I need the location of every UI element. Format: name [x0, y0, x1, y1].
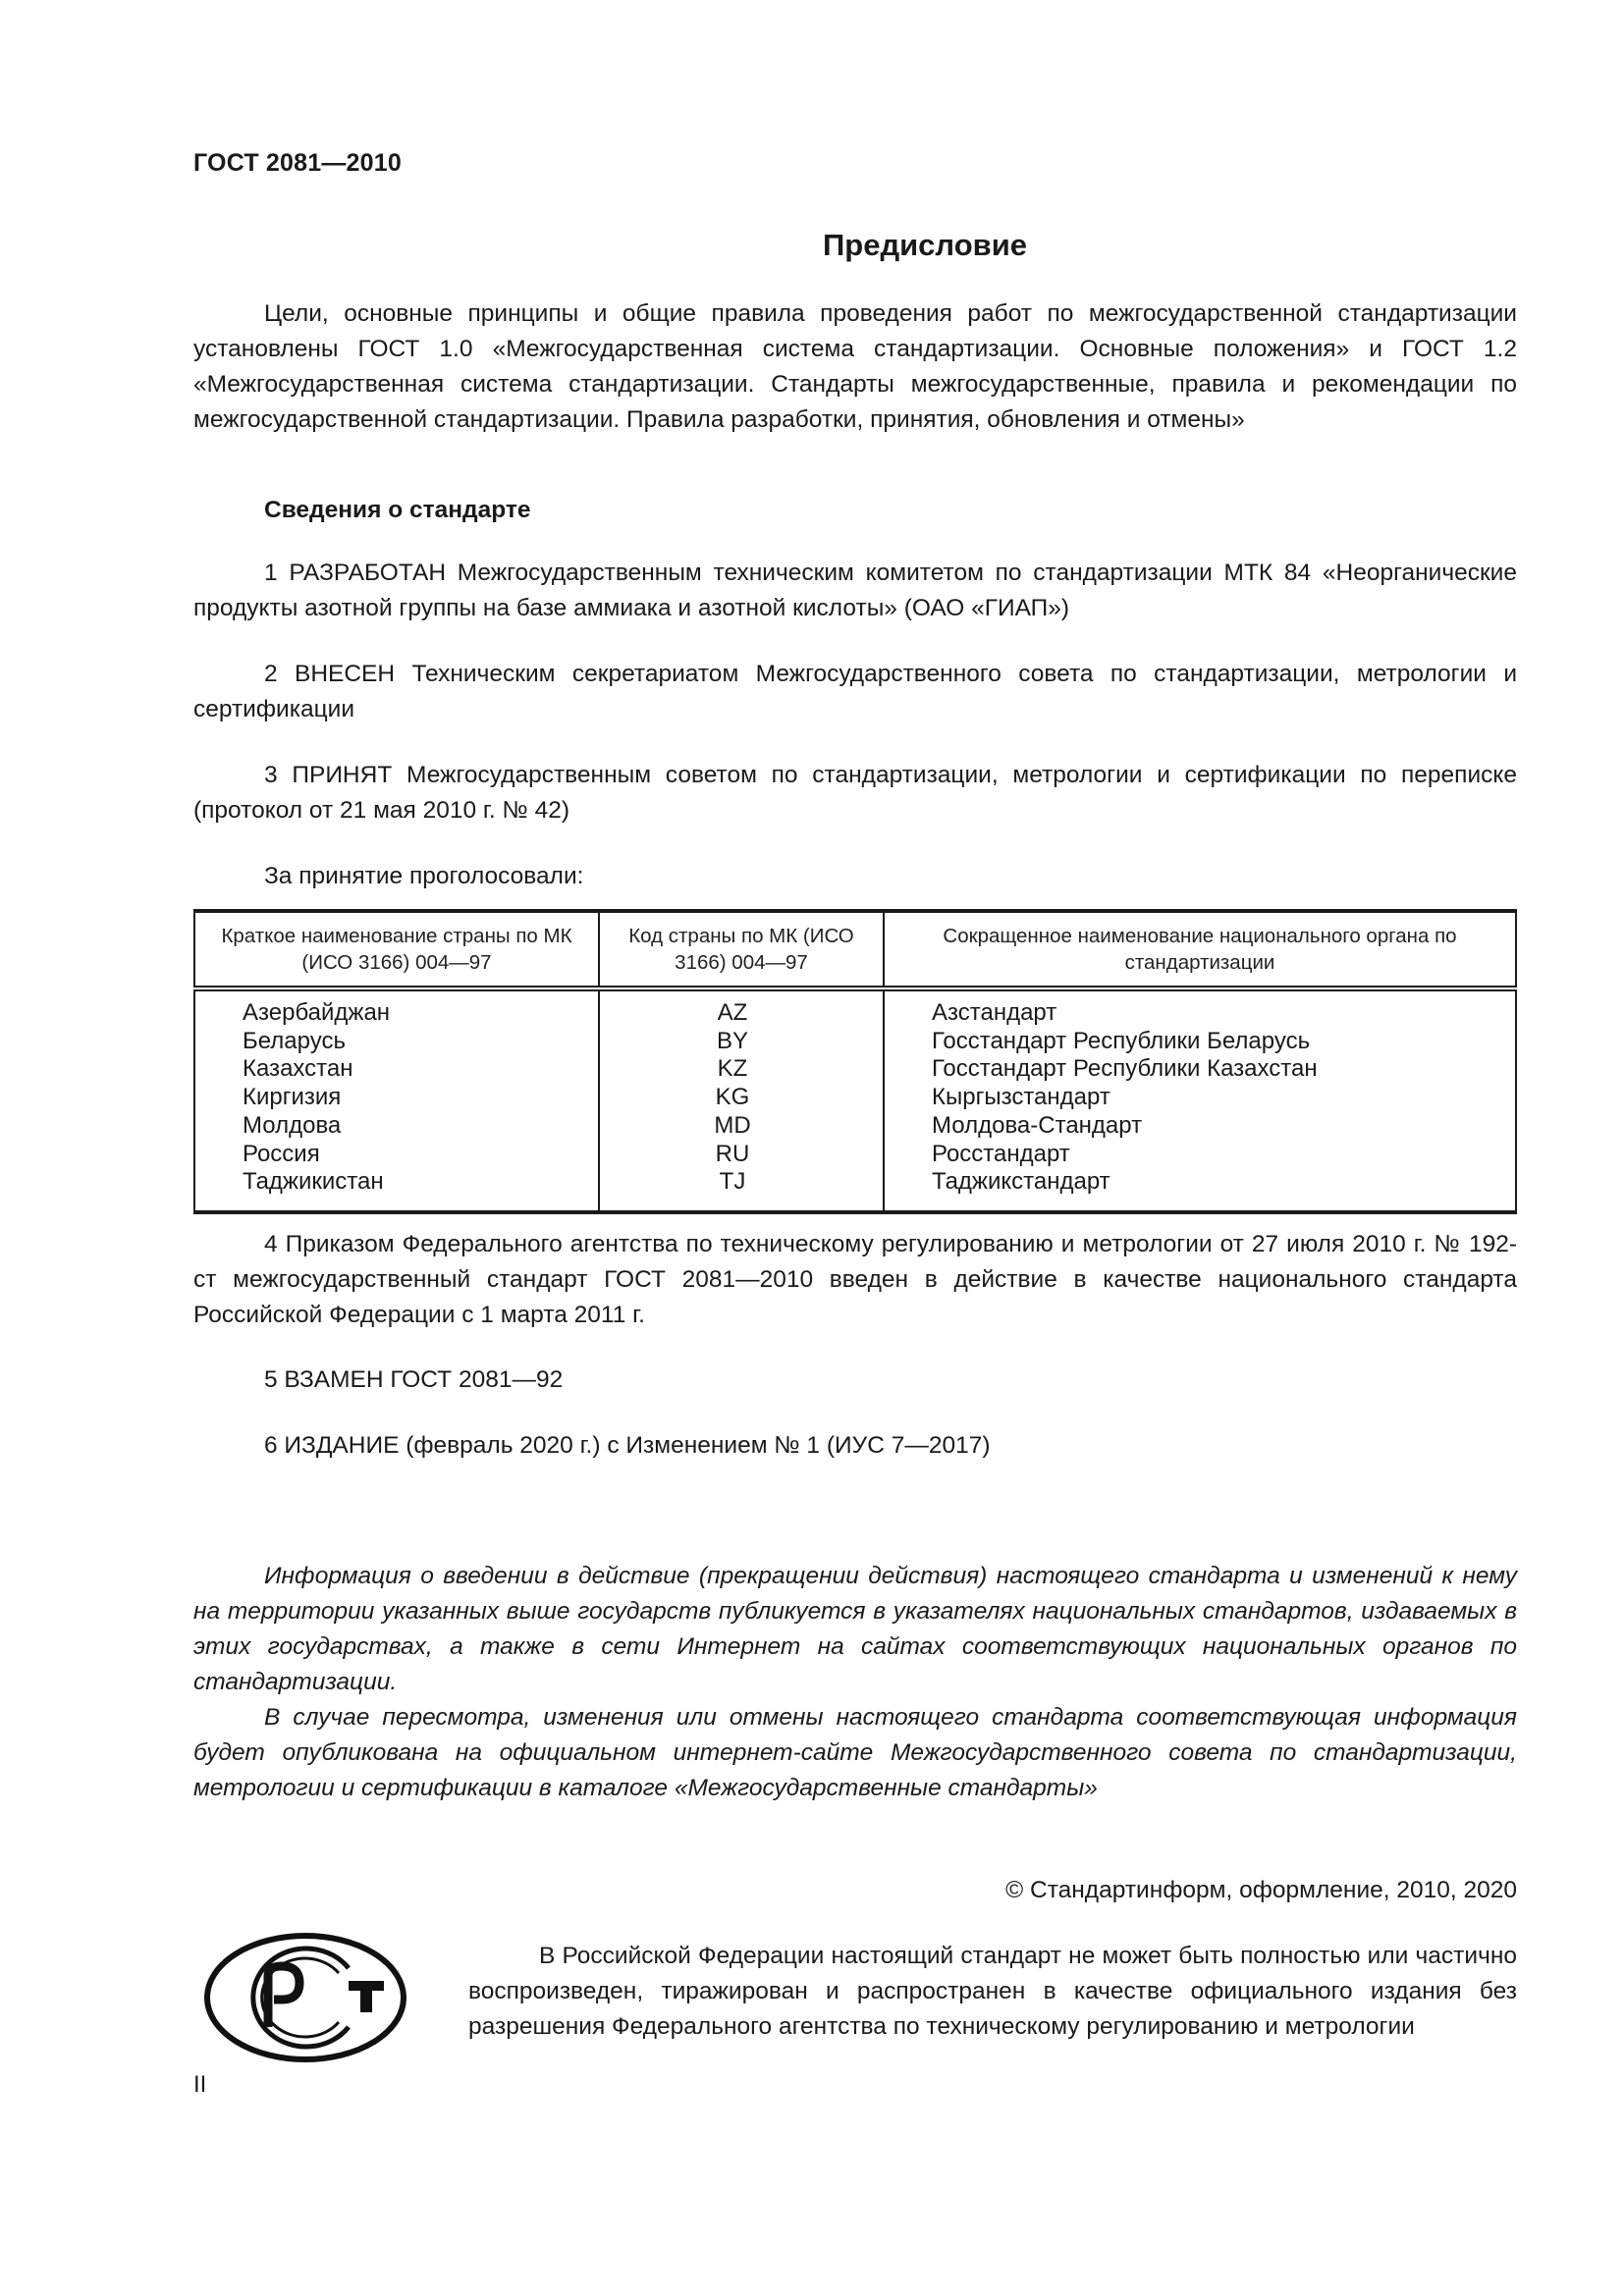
- section-heading: Сведения о стандарте: [264, 497, 531, 523]
- header-org: Сокращенное наименование национального органа по стандартизации: [884, 911, 1516, 988]
- voting-table: [193, 909, 1517, 1214]
- document-code-header: ГОСТ 2081—2010: [193, 149, 402, 177]
- table-cell-code: KG: [715, 1084, 750, 1111]
- copyright-line: © Стандартинформ, оформление, 2010, 2020: [1005, 1877, 1517, 1903]
- item-developed: 1 РАЗРАБОТАН Межгосударственным техническим комитетом по стандартизации МТК 84 «Неорганические продукты азотной группы на базе аммиака и азотной кислоты» (ОАО «ГИАП»): [193, 560, 1517, 621]
- table-cell-country: Киргизия: [243, 1084, 342, 1111]
- table-cell-code: RU: [715, 1140, 750, 1167]
- country-column: [194, 988, 599, 1212]
- table-cell-org: Молдова-Стандарт: [932, 1111, 1143, 1139]
- code-column: [599, 988, 884, 1212]
- table-cell-country: Таджикистан: [243, 1168, 384, 1196]
- header-country: Краткое наименование страны по МК (ИСО 3166) 004—97: [194, 911, 599, 988]
- table-cell-code: TJ: [719, 1168, 746, 1196]
- table-cell-code: KZ: [717, 1055, 748, 1083]
- table-body-row: [194, 988, 1516, 1212]
- page-number: II: [193, 2071, 207, 2098]
- table-cell-code: MD: [714, 1111, 751, 1139]
- table-cell-country: Казахстан: [243, 1055, 353, 1083]
- table-cell-country: Азербайджан: [243, 999, 391, 1026]
- item-adopted: 3 ПРИНЯТ Межгосударственным советом по стандартизации, метрологии и сертификации по переписке (протокол от 21 мая 2010 г. № 42): [193, 762, 1517, 824]
- table-cell-country: Россия: [243, 1140, 320, 1167]
- page-title: Предисловие: [822, 228, 1027, 262]
- table-cell-code: BY: [716, 1027, 748, 1054]
- table-cell-country: Беларусь: [243, 1027, 346, 1054]
- voted-label: За принятие проголосовали:: [264, 863, 584, 889]
- table-cell-country: Молдова: [243, 1111, 342, 1139]
- item-edition: 6 ИЗДАНИЕ (февраль 2020 г.) с Изменением № 1 (ИУС 7—2017): [264, 1432, 991, 1459]
- table-cell-org: Таджикстандарт: [932, 1168, 1110, 1196]
- item-introduced: 2 ВНЕСЕН Техническим секретариатом Межгосударственного совета по стандартизации, метрологии и сертификации: [193, 661, 1517, 722]
- org-column: [884, 988, 1516, 1212]
- item-enacted: 4 Приказом Федерального агентства по техническому регулированию и метрологии от 27 июля 2010 г. № 192-ст межгосударственный стандарт ГОСТ 2081—2010 введен в действие в качестве национального стандарта Российской Федерации с 1 марта 2011 г.: [193, 1231, 1517, 1328]
- table-header-row: [194, 911, 1516, 988]
- table-cell-code: AZ: [717, 999, 748, 1026]
- item-replaces: 5 ВЗАМЕН ГОСТ 2081—92: [264, 1366, 564, 1393]
- table-cell-org: Азстандарт: [932, 999, 1057, 1026]
- info-note-publication: Информация о введении в действие (прекращении действия) настоящего стандарта и изменений к нему на территории указанных выше государств публикуется в указателях национальных стандартов, издаваемых в этих государствах, а также в сети Интернет на сайтах соответствующих национальных органов по стандартизации.: [193, 1563, 1517, 1695]
- table-cell-org: Кыргызстандарт: [932, 1084, 1110, 1111]
- intro-paragraph: Цели, основные принципы и общие правила проведения работ по межгосударственной стандартизации установлены ГОСТ 1.0 «Межгосударственная система стандартизации. Основные положения» и ГОСТ 1.2 «Межгосударственная система стандартизации. Стандарты межгосударственные, правила и рекомендации по межгосударственной стандартизации. Правила разработки, принятия, обновления и отмены»: [193, 300, 1517, 433]
- reproduction-notice: В Российской Федерации настоящий стандарт не может быть полностью или частично воспроизведен, тиражирован и распространен в качестве официального издания без разрешения Федерального агентства по техническому регулированию и метрологии: [468, 1943, 1517, 2040]
- info-note-revision: В случае пересмотра, изменения или отмены настоящего стандарта соответствующая информация будет опубликована на официальном интернет-сайте Межгосударственного совета по стандартизации, метрологии и сертификации в каталоге «Межгосударственные стандарты»: [193, 1704, 1517, 1801]
- table-cell-org: Госстандарт Республики Казахстан: [932, 1055, 1318, 1083]
- table-cell-org: Росстандарт: [932, 1140, 1070, 1167]
- header-code: Код страны по МК (ИСО 3166) 004—97: [599, 911, 884, 988]
- rst-certification-mark-icon: [201, 1929, 409, 2066]
- table-cell-org: Госстандарт Республики Беларусь: [932, 1027, 1311, 1054]
